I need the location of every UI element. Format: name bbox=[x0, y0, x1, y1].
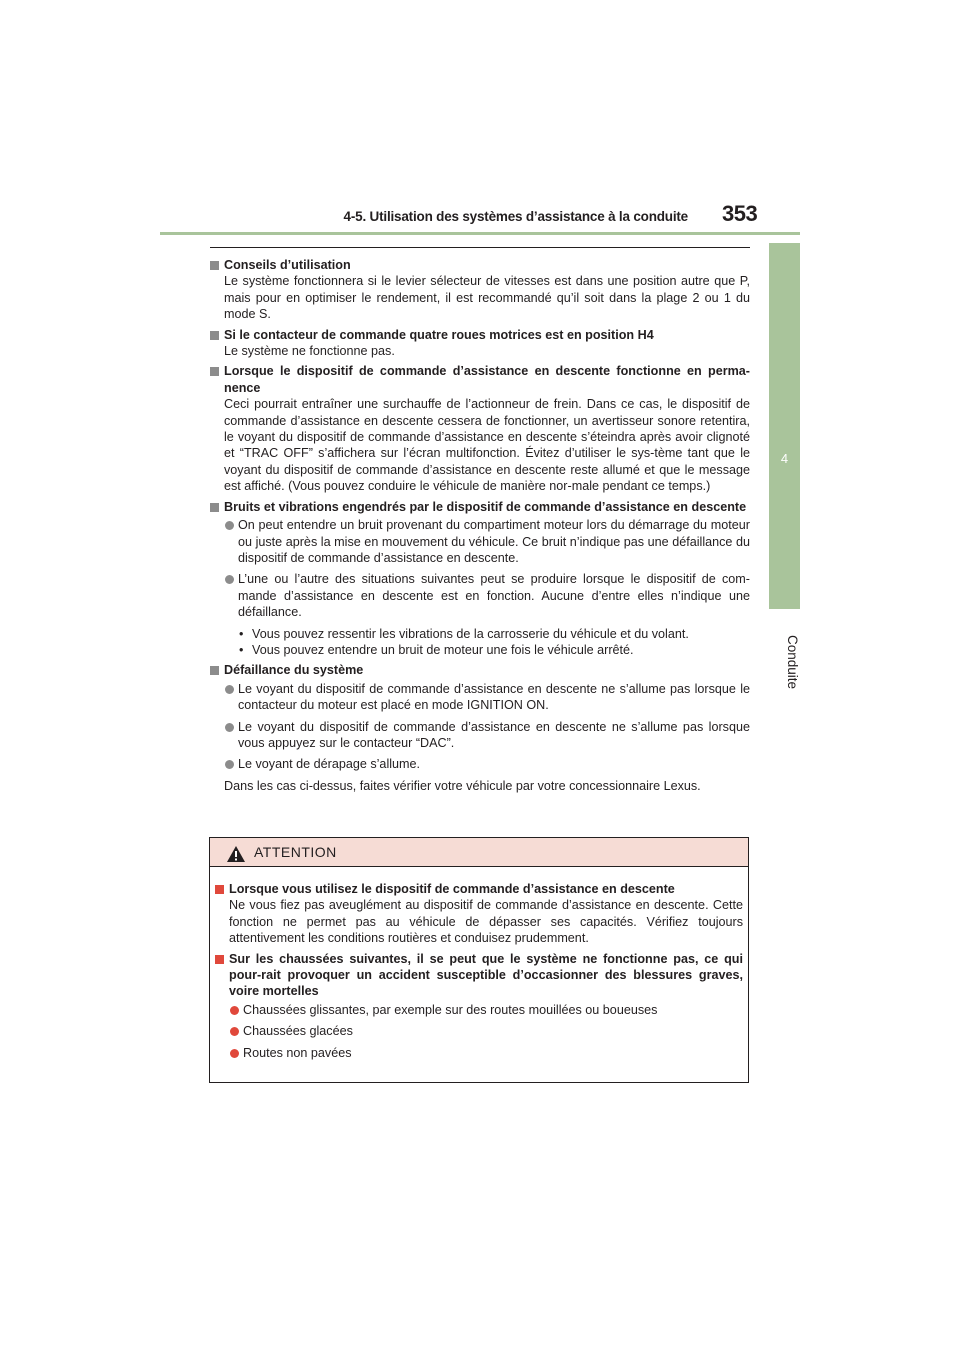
page-number: 353 bbox=[722, 201, 758, 226]
header-rule bbox=[160, 232, 800, 235]
attention-item bbox=[215, 881, 743, 947]
circle-bullet-icon bbox=[230, 1049, 239, 1058]
attention-heading: Lorsque vous utilisez le dispositif de commande d’assistance en descente bbox=[215, 881, 743, 897]
sub-list-item: • Vous pouvez entendre un bruit de moteur une fois le véhicule arrêté. bbox=[239, 642, 634, 657]
attention-heading: Sur les chaussées suivantes, il se peut que le système ne fonctionne pas, ce qui pour-rait provoquer un accident susceptible d’occasionner des blessures graves, voire mortelles bbox=[215, 951, 743, 1000]
list-item: Le voyant du dispositif de commande d’assistance en descente ne s’allume pas lorsque le contacteur du moteur est placé en mode IGNITION ON. bbox=[210, 681, 750, 714]
chapter-label: Conduite bbox=[785, 634, 800, 690]
section-tips bbox=[210, 257, 750, 323]
attention-header bbox=[210, 838, 748, 867]
paragraph: Dans les cas ci-dessus, faites vérifier votre véhicule par votre concessionnaire Lexus. bbox=[224, 778, 701, 793]
section-failure bbox=[210, 662, 750, 794]
section-heading: Bruits et vibrations engendrés par le dispositif de commande d’assistance en descente bbox=[210, 499, 750, 515]
section-permanent bbox=[210, 363, 750, 494]
section-noise bbox=[210, 499, 750, 659]
square-bullet-icon bbox=[210, 331, 219, 340]
paragraph: Le système fonctionnera si le levier sélecteur de vitesses est dans une position autre que P, mais pour en optimiser le rendement, il est recommandé qu’il soit dans la plage 2 ou 1 du mode S. bbox=[224, 274, 750, 322]
list-item: Chaussées glissantes, par exemple sur des routes mouillées ou boueuses bbox=[215, 1002, 743, 1018]
paragraph: Ceci pourrait entraîner une surchauffe de l’actionneur de frein. Dans ce cas, le dispositif de commande d’assistance en descente cessera de fonctionner, un avertisseur sonore retentira, le voyant du dispositif de commande d’assistance en descente s’éteindra après avoir clignoté et “TRAC OFF” s’affichera sur l’écran multifonction. Évitez d’utiliser le sys-tème tant que le voyant du dispositif de commande d’assistance en descente reste allumé et que le message est affiché. (Vous pouvez conduire le véhicule de manière nor-male pendant ce temps.) bbox=[224, 397, 750, 494]
main-content bbox=[210, 257, 750, 798]
list-item: Le voyant de dérapage s’allume. bbox=[210, 756, 750, 772]
sub-list bbox=[210, 626, 750, 659]
section-heading: Conseils d’utilisation bbox=[210, 257, 750, 273]
circle-bullet-icon bbox=[225, 521, 234, 530]
circle-bullet-icon bbox=[230, 1006, 239, 1015]
attention-body bbox=[210, 867, 748, 1061]
section-h4 bbox=[210, 327, 750, 360]
content-rule bbox=[210, 247, 750, 248]
list-item: Le voyant du dispositif de commande d’assistance en descente ne s’allume pas lorsque vous appuyez sur le contacteur “DAC”. bbox=[210, 719, 750, 752]
section-heading: Si le contacteur de commande quatre roues motrices est en position H4 bbox=[210, 327, 750, 343]
middle-dot-icon: • bbox=[239, 626, 244, 641]
attention-item bbox=[215, 951, 743, 1061]
square-bullet-icon bbox=[210, 503, 219, 512]
circle-bullet-icon bbox=[225, 723, 234, 732]
section-heading: Lorsque le dispositif de commande d’assistance en descente fonctionne en perma-nence bbox=[210, 363, 750, 396]
circle-bullet-icon bbox=[225, 575, 234, 584]
chapter-tab bbox=[769, 243, 800, 609]
square-bullet-icon bbox=[215, 885, 224, 894]
attention-title: ATTENTION bbox=[254, 844, 337, 860]
list-item: Chaussées glacées bbox=[215, 1023, 743, 1039]
list-item: Routes non pavées bbox=[215, 1045, 743, 1061]
list-item: L’une ou l’autre des situations suivantes peut se produire lorsque le dispositif de com-mande d’assistance en descente est en fonction. Aucune d’entre elles n’indique une défaillance. bbox=[210, 571, 750, 620]
chapter-title: 4-5. Utilisation des systèmes d’assistance à la conduite bbox=[343, 209, 688, 224]
sub-list-item: • Vous pouvez ressentir les vibrations de la carrosserie du véhicule et du volant. bbox=[239, 626, 689, 641]
circle-bullet-icon bbox=[225, 685, 234, 694]
warning-triangle-icon bbox=[226, 845, 246, 863]
paragraph: Le système ne fonctionne pas. bbox=[224, 344, 395, 359]
square-bullet-icon bbox=[215, 955, 224, 964]
square-bullet-icon bbox=[210, 367, 219, 376]
middle-dot-icon: • bbox=[239, 642, 244, 657]
paragraph: Ne vous fiez pas aveuglément au dispositif de commande d’assistance en descente. Cette fonction ne permet pas au véhicule de dépasser ses capacités. Vérifiez toujours attentivement les conditions routières et conduisez prudemment. bbox=[229, 898, 743, 946]
square-bullet-icon bbox=[210, 666, 219, 675]
attention-box bbox=[209, 837, 749, 1083]
list-item: On peut entendre un bruit provenant du compartiment moteur lors du démarrage du moteur ou juste après la mise en mouvement du véhicule. Ce bruit n’indique pas une défaillance du dispositif de commande d’assistance en descente. bbox=[210, 517, 750, 566]
section-heading: Défaillance du système bbox=[210, 662, 750, 678]
circle-bullet-icon bbox=[230, 1027, 239, 1036]
chapter-number: 4 bbox=[780, 451, 789, 466]
square-bullet-icon bbox=[210, 261, 219, 270]
circle-bullet-icon bbox=[225, 760, 234, 769]
